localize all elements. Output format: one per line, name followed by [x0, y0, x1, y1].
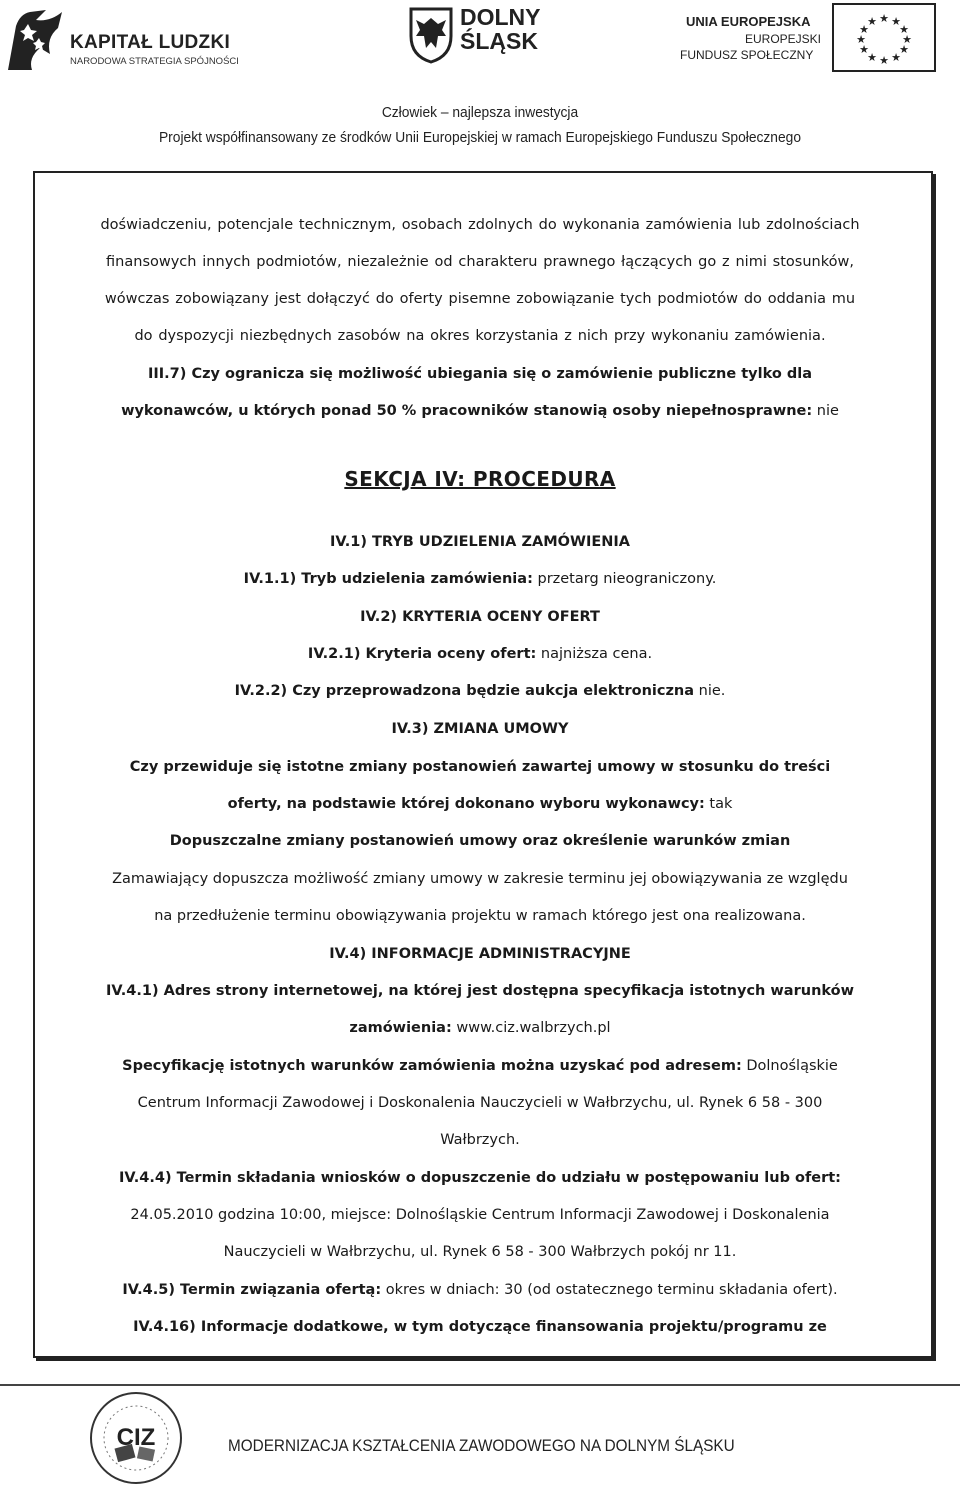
- item-iv45: [0, 1280, 960, 1300]
- svg-text:★: ★: [867, 15, 877, 28]
- paragraph-line: do dyspozycji niezbędnych zasobów na okres korzystania z nich przy wykonaniu zamówienia.: [134, 328, 826, 344]
- website-url: www.ciz.walbrzych.pl: [451, 1020, 611, 1036]
- slogan: Człowiek – najlepsza inwestycja: [381, 104, 579, 121]
- paragraph-line: Centrum Informacji Zawodowej i Doskonalenia Nauczycieli w Wałbrzychu, ul. Rynek 6 58 - 300: [137, 1095, 823, 1111]
- section-title: SEKCJA IV: PROCEDURA: [344, 467, 616, 491]
- paragraph-line: Wałbrzych.: [440, 1132, 520, 1148]
- heading-iv4: IV.4) INFORMACJE ADMINISTRACYJNE: [329, 946, 631, 962]
- answer-label: oferty, na podstawie której dokonano wyboru wykonawcy:: [227, 796, 705, 812]
- answer-value: tak: [704, 796, 733, 812]
- item-iv21: [0, 644, 960, 664]
- kapital-ludzki-logo-icon: [6, 8, 64, 72]
- section-iii7-question: III.7) Czy ogranicza się możliwość ubiegania się o zamówienie publiczne tylko dla: [147, 366, 812, 382]
- item-value: najniższa cena.: [536, 646, 653, 662]
- stamp-letters: CIZ: [116, 1424, 156, 1451]
- unia-line3: FUNDUSZ SPOŁECZNY: [680, 48, 814, 62]
- iv3-question: Czy przewiduje się istotne zmiany postanowień zawartej umowy w stosunku do treści: [129, 759, 831, 775]
- cofinanced-note: Projekt współfinansowany ze środków Unii Europejskiej w ramach Europejskiego Funduszu Społecznego: [158, 129, 802, 146]
- iv3-answer: [0, 794, 960, 814]
- unia-line1: UNIA EUROPEJSKA: [686, 14, 811, 29]
- paragraph-line: finansowych innych podmiotów, niezależnie od charakteru prawnego łączących go z nimi stosunków,: [106, 254, 854, 270]
- item-iv41-label: IV.4.1) Adres strony internetowej, na której jest dostępna specyfikacja istotnych warunków: [106, 983, 854, 999]
- kapital-ludzki-subtitle: NARODOWA STRATEGIA SPÓJNOŚCI: [70, 56, 239, 67]
- item-value: nie.: [694, 683, 726, 699]
- paragraph-line: Nauczycieli w Wałbrzychu, ul. Rynek 6 58 - 300 Wałbrzych pokój nr 11.: [223, 1244, 737, 1260]
- item-value: przetarg nieograniczony.: [532, 571, 717, 587]
- item-value: Dolnośląskie: [741, 1058, 838, 1074]
- svg-text:★: ★: [859, 23, 869, 36]
- section-iii7-answer: [0, 401, 960, 421]
- item-label: zamówienia:: [349, 1020, 452, 1036]
- eu-flag-icon: [832, 3, 936, 72]
- item-iv41-value: [0, 1018, 960, 1038]
- paragraph-line: 24.05.2010 godzina 10:00, miejsce: Dolnośląskie Centrum Informacji Zawodowej i Doskonalenia: [130, 1207, 830, 1223]
- svg-text:★: ★: [899, 23, 909, 36]
- svg-text:★: ★: [899, 43, 909, 56]
- spec-line: [0, 1056, 960, 1076]
- paragraph-line: na przedłużenie terminu obowiązywania projektu w ramach którego jest ona realizowana.: [154, 908, 806, 924]
- dolny-slask-crest-icon: [408, 6, 454, 64]
- paragraph-line: wówczas zobowiązany jest dołączyć do oferty pisemne zobowiązanie tych podmiotów do oddania mu: [104, 291, 856, 307]
- item-label: IV.2.2) Czy przeprowadzona będzie aukcja elektroniczna: [234, 683, 695, 699]
- answer-value: nie: [812, 403, 839, 419]
- svg-text:★: ★: [891, 51, 901, 64]
- dolny-slask-line2: ŚLĄSK: [460, 28, 538, 54]
- item-label: IV.1.1) Tryb udzielenia zamówienia:: [243, 571, 533, 587]
- item-label: IV.2.1) Kryteria oceny ofert:: [307, 646, 537, 662]
- svg-text:★: ★: [856, 33, 866, 46]
- heading-iv2: IV.2) KRYTERIA OCENY OFERT: [360, 609, 600, 625]
- ciz-stamp-icon: [88, 1390, 184, 1486]
- svg-text:★: ★: [867, 51, 877, 64]
- item-iv416: IV.4.16) Informacje dodatkowe, w tym dotyczące finansowania projektu/programu ze: [133, 1319, 827, 1335]
- kapital-ludzki-title: KAPITAŁ LUDZKI: [70, 32, 231, 53]
- unia-line2: EUROPEJSKI: [745, 32, 822, 46]
- footer-project-name: MODERNIZACJA KSZTAŁCENIA ZAWODOWEGO NA DOLNYM ŚLĄSKU: [228, 1436, 735, 1455]
- heading-iv1: IV.1) TRYB UDZIELENIA ZAMÓWIENIA: [330, 534, 630, 550]
- iv3-allowed-changes-heading: Dopuszczalne zmiany postanowień umowy oraz określenie warunków zmian: [169, 833, 791, 849]
- item-iv22: [0, 681, 960, 701]
- dolny-slask-line1: DOLNY: [460, 4, 541, 30]
- svg-text:★: ★: [891, 15, 901, 28]
- paragraph-line: Zamawiający dopuszcza możliwość zmiany umowy w zakresie terminu jej obowiązywania ze względu: [112, 871, 848, 887]
- svg-text:★: ★: [879, 12, 889, 25]
- item-iv11: [0, 569, 960, 589]
- item-label: Specyfikację istotnych warunków zamówienia można uzyskać pod adresem:: [122, 1058, 742, 1074]
- item-value: okres w dniach: 30 (od ostatecznego terminu składania ofert).: [381, 1282, 838, 1298]
- paragraph-line: doświadczeniu, potencjale technicznym, osobach zdolnych do wykonania zamówienia lub zdolnościach: [100, 217, 860, 233]
- item-iv44-label: IV.4.4) Termin składania wniosków o dopuszczenie do udziału w postępowaniu lub ofert:: [119, 1170, 841, 1186]
- svg-text:★: ★: [879, 54, 889, 67]
- heading-iv3: IV.3) ZMIANA UMOWY: [391, 721, 569, 737]
- svg-text:★: ★: [859, 43, 869, 56]
- svg-text:★: ★: [902, 33, 912, 46]
- answer-label: wykonawców, u których ponad 50 % pracowników stanowią osoby niepełnosprawne:: [121, 403, 813, 419]
- footer-divider: [0, 1384, 960, 1386]
- item-label: IV.4.5) Termin związania ofertą:: [122, 1282, 382, 1298]
